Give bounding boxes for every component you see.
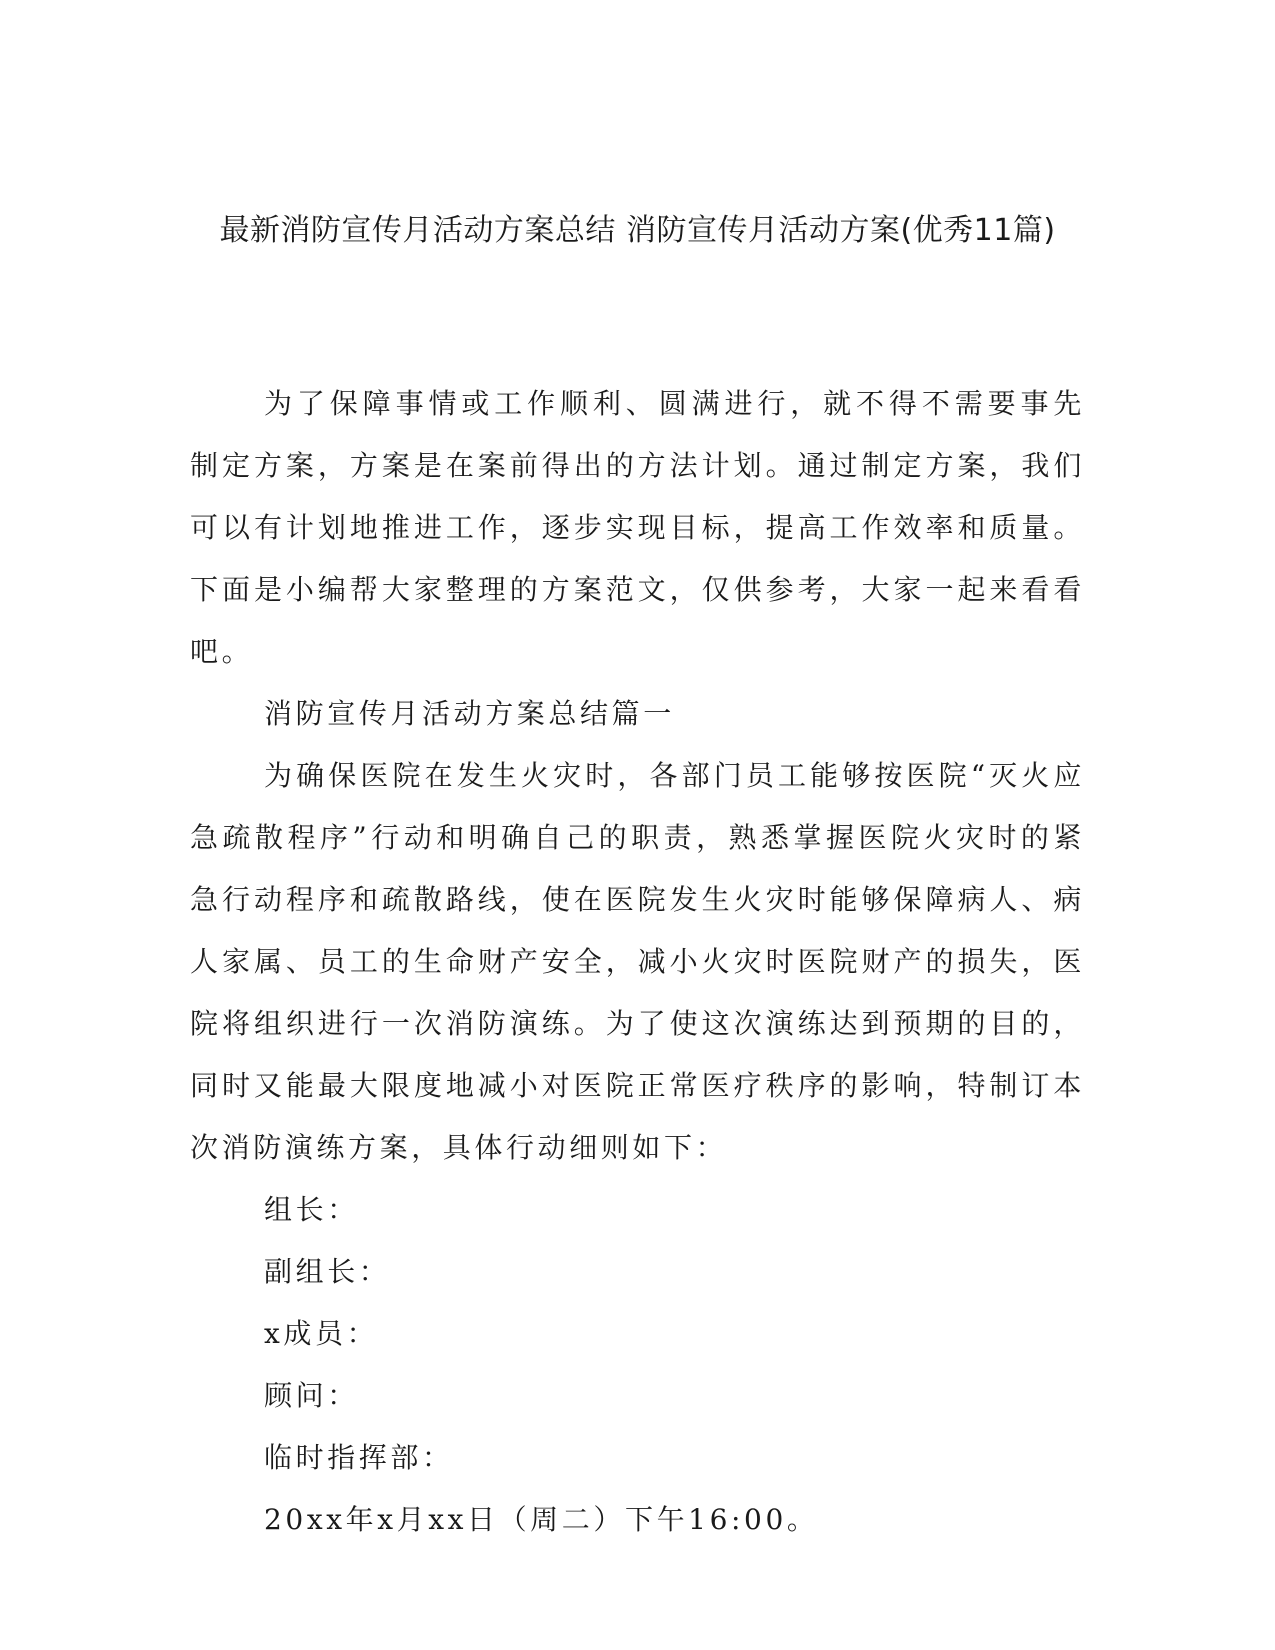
command-post-line: 临时指挥部：	[264, 1441, 454, 1474]
intro-paragraph: 为了保障事情或工作顺利、圆满进行，就不得不需要事先制定方案，方案是在案前得出的方法计划。通过制定方案，我们可以有计划地推进工作，逐步实现目标，提高工作效率和质量。下面是小编帮大家整理的方案范文，仅供参考，大家一起来看看吧。	[190, 387, 1085, 668]
deputy-leader-line: 副组长：	[264, 1255, 391, 1288]
document-body	[190, 373, 1085, 1551]
date-line: 20xx年x月xx日（周二）下午16:00。	[264, 1503, 819, 1536]
document-title: 最新消防宣传月活动方案总结 消防宣传月活动方案(优秀11篇)	[219, 213, 1056, 248]
members-line: x成员：	[264, 1317, 379, 1350]
advisor-line: 顾问：	[264, 1379, 359, 1412]
section-heading: 消防宣传月活动方案总结篇一	[264, 697, 675, 730]
purpose-paragraph: 为确保医院在发生火灾时，各部门员工能够按医院“灭火应急疏散程序”行动和明确自己的职责，熟悉掌握医院火灾时的紧急行动程序和疏散路线，使在医院发生火灾时能够保障病人、病人家属、员工的生命财产安全，减小火灾时医院财产的损失，医院将组织进行一次消防演练。为了使这次演练达到预期的目的，同时又能最大限度地减小对医院正常医疗秩序的影响，特制订本次消防演练方案，具体行动细则如下：	[190, 759, 1085, 1164]
group-leader-line: 组长：	[264, 1193, 359, 1226]
